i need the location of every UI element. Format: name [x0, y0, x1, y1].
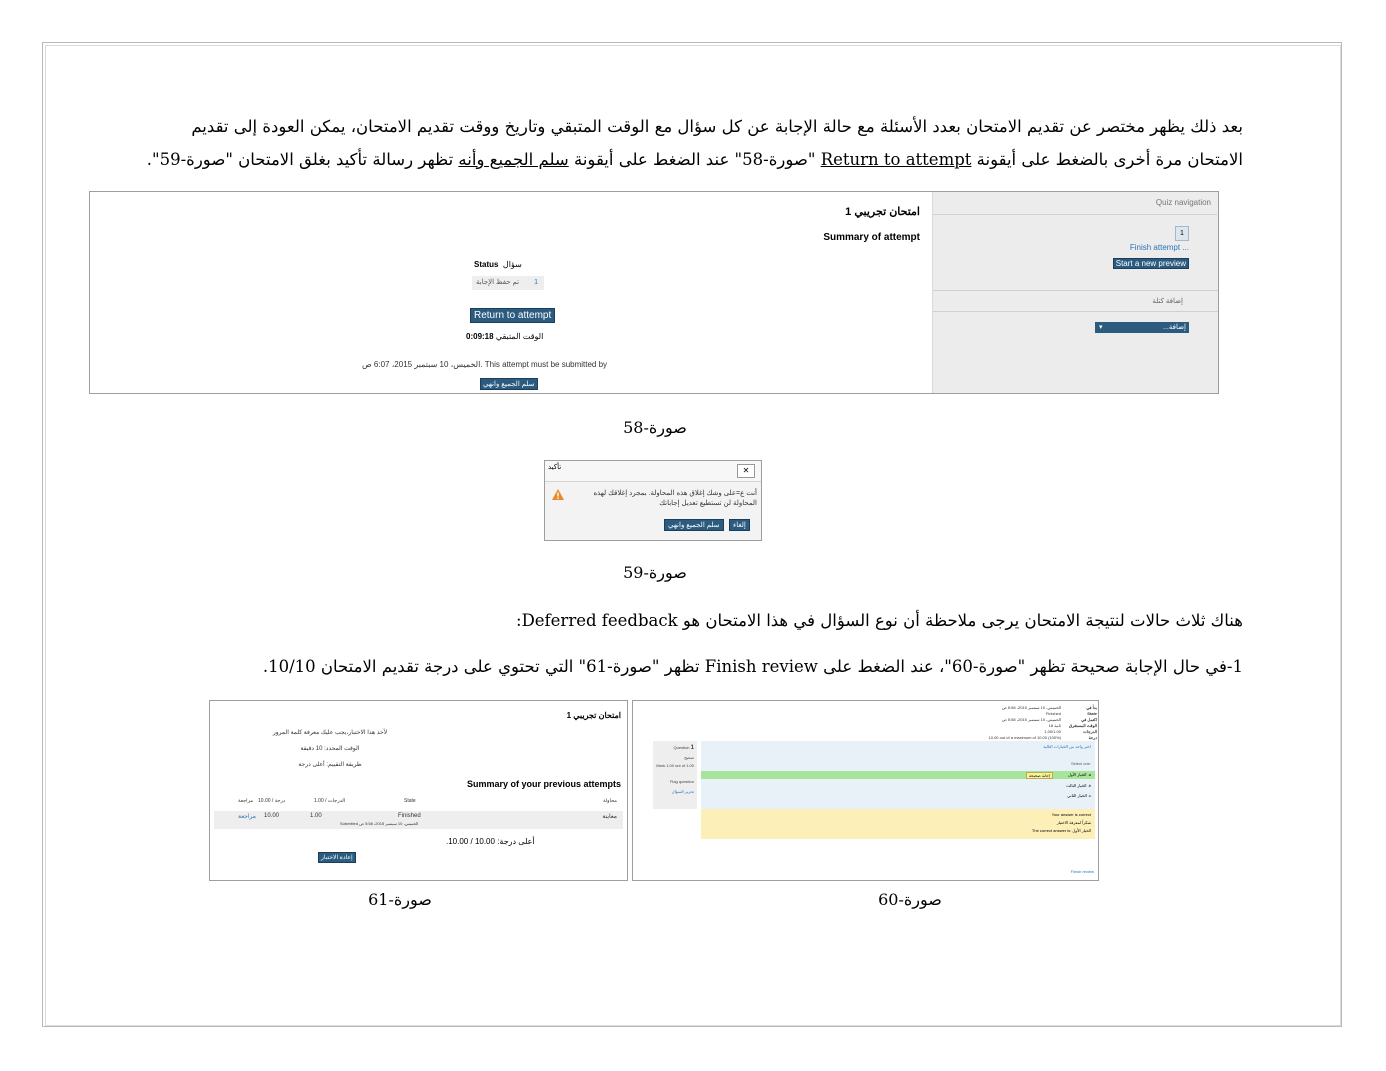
- reattempt-button[interactable]: إعادة الاختبار: [318, 852, 356, 863]
- time-left-value: 0:09:18: [466, 332, 494, 341]
- return-to-attempt-button[interactable]: Return to attempt: [470, 308, 555, 323]
- edit-question-link[interactable]: تحرير السؤال: [671, 789, 694, 794]
- col-review: مراجعة: [238, 798, 254, 804]
- cases-paragraph: هناك ثلاث حالات لنتيجة الامتحان يرجى ملاحظة أن نوع السؤال في هذا الامتحان هو Deferred feedback:: [516, 611, 1243, 630]
- question-word: Question: [673, 745, 690, 750]
- row-review-link[interactable]: مراجعة: [238, 814, 257, 820]
- row-status: تم حفظ الإجابة: [476, 279, 520, 286]
- add-block-select-value: إضافة...: [1163, 324, 1186, 331]
- row-submitted: Submitted الخميس، 10 سبتمبر 2015، 5:58 ص: [340, 821, 419, 826]
- correct-answer-tag: إجابة صحيحة: [1026, 772, 1053, 779]
- intro-line-1: بعد ذلك يظهر مختصر عن تقديم الامتحان بعدد الأسئلة مع حالة الإجابة عن كل سؤال مع الوقت المتبقي وتاريخ ووقت تقديم الامتحان، يمكن العودة إلى تقديم: [191, 117, 1243, 136]
- quiz-time-limit: الوقت المحدد: 10 دقيقة: [300, 746, 360, 752]
- question-nav-button[interactable]: 1: [1175, 226, 1189, 241]
- figure-61-caption: صورة-61: [368, 890, 432, 909]
- col-question: سؤال: [502, 260, 522, 269]
- review-summary-label: الوقت المستغرق: [1068, 723, 1097, 728]
- quiz-grading-method: طريقة التقييم: أعلى درجة: [298, 762, 362, 768]
- add-block-select[interactable]: [1095, 322, 1189, 333]
- flag-question[interactable]: Flag question: [669, 779, 694, 784]
- review-summary-value: 18 ثانية: [1048, 723, 1061, 728]
- submit-all-button[interactable]: سلم الجميع وانهي: [480, 378, 538, 390]
- row-state: Finished: [398, 813, 421, 819]
- dialog-cancel-button[interactable]: إلغاء: [729, 519, 750, 531]
- figure-59-caption: صورة-59: [623, 563, 687, 582]
- feedback-box: [701, 809, 1095, 839]
- row-marks: 1.00: [310, 813, 322, 819]
- intro-paragraph: [113, 110, 1243, 176]
- correct-answer-text: The correct answer is: الخيار الأول: [1031, 828, 1091, 833]
- add-block-title: إضافة كتلة: [933, 290, 1219, 312]
- review-summary-value: Finished: [1045, 711, 1061, 716]
- quiz-title: امتحان تجريبي 1: [566, 711, 621, 720]
- col-marks: الدرجات / 1.00: [314, 798, 346, 804]
- col-grade: درجة / 10.00: [258, 798, 286, 804]
- review-summary-table: [943, 705, 1097, 741]
- option-a-row: [701, 771, 1095, 779]
- return-to-attempt-ref: Return to attempt: [820, 150, 972, 169]
- warning-icon: [552, 489, 564, 500]
- figure-60-screenshot: [632, 700, 1099, 881]
- review-summary-label: درجة: [1088, 735, 1097, 740]
- attempt-summary-panel: [90, 192, 932, 394]
- figure-58-screenshot: [89, 191, 1219, 394]
- time-left: [466, 332, 543, 341]
- dialog-title: تأكيد: [548, 464, 562, 471]
- finish-attempt-link[interactable]: Finish attempt ...: [1129, 243, 1189, 252]
- option-a: a. الخيار الأول: [1067, 772, 1091, 777]
- deadline-date: الخميس، 10 سبتمبر 2015، 6:07 ص.: [362, 360, 483, 369]
- question-mark: Mark 1.00 out of 1.00: [656, 763, 694, 768]
- deadline-text: This attempt must be submitted by: [484, 360, 608, 369]
- row-number[interactable]: 1: [534, 279, 538, 286]
- attempts-table-row: [214, 811, 623, 829]
- question-info-panel: [653, 741, 697, 809]
- intro-line-2: [113, 143, 1243, 176]
- summary-table-header: [474, 260, 522, 269]
- review-summary-label: State: [1087, 711, 1097, 716]
- close-icon[interactable]: ✕: [737, 464, 755, 478]
- review-summary-value: 1.00/1.00: [1044, 729, 1061, 734]
- figure-60-caption: صورة-60: [878, 890, 942, 909]
- summary-table-row: [472, 276, 544, 290]
- quiz-sidebar: [932, 192, 1219, 394]
- quiz-navigation-title: Quiz navigation: [933, 192, 1217, 215]
- review-summary-value: الخميس، 10 سبتمبر 2015، 5:58 ص: [1001, 705, 1061, 710]
- start-new-preview-button[interactable]: Start a new preview: [1113, 258, 1189, 269]
- finish-review-link[interactable]: Finish review: [1070, 869, 1094, 874]
- review-summary-value: 10.00 out of a maximum of 10.00 (100%): [988, 735, 1061, 740]
- intro-text: تظهر رسالة تأكيد بغلق الامتحان "صورة-59".: [146, 150, 459, 169]
- review-summary-label: اكتمل في: [1081, 717, 1097, 722]
- intro-text: "صورة-58" عند الضغط على أيقونة: [568, 150, 821, 169]
- dialog-confirm-button[interactable]: سلم الجميع وانهي: [664, 519, 724, 531]
- dialog-header: [545, 461, 761, 482]
- time-left-label: الوقت المتبقي: [495, 332, 544, 341]
- row-grade: 10.00: [264, 813, 280, 819]
- summary-heading: Summary of attempt: [823, 232, 920, 243]
- quiz-title: امتحان تجريبي 1: [845, 206, 920, 218]
- previous-attempts-heading: Summary of your previous attempts: [466, 779, 621, 789]
- review-summary-label: الدرجات: [1083, 729, 1097, 734]
- review-summary-value: الخميس، 10 سبتمبر 2015، 5:58 ص: [1001, 717, 1061, 722]
- figure-61-screenshot: [209, 700, 628, 881]
- option-b: b. الخيار الثالث: [1066, 783, 1091, 788]
- select-one-label: Select one:: [1070, 761, 1091, 766]
- question-number: 1: [690, 745, 694, 751]
- submit-all-ref: سلم الجميع وأنه: [458, 150, 569, 169]
- col-attempt: محاولة: [602, 798, 617, 804]
- option-c: c. الخيار الثاني: [1067, 793, 1091, 798]
- highest-grade: أعلى درجة: 10.00 / 10.00.: [446, 837, 535, 846]
- feedback-correct: Your answer is correct: [1051, 812, 1091, 817]
- quiz-password-info: لأخذ هذا الاختبار،يجب عليك معرفة كلمة المرور: [272, 730, 388, 736]
- chevron-down-icon: ▾: [1099, 324, 1103, 331]
- question-text: اختر واحد من الخيارات التالية: [1043, 744, 1091, 749]
- row-attempt: معاينة: [602, 814, 617, 820]
- intro-text: الامتحان مرة أخرى بالضغط على أيقونة: [971, 150, 1243, 169]
- question-label: [674, 745, 694, 751]
- col-state: State: [404, 798, 416, 804]
- figure-58-caption: صورة-58: [623, 418, 687, 437]
- question-status: صحيح: [684, 755, 694, 760]
- col-status: Status: [474, 260, 499, 269]
- submission-deadline: [362, 360, 607, 369]
- case-one-paragraph: 1-في حال الإجابة صحيحة تظهر "صورة-60"، عند الضغط على Finish review تظهر "صورة-61" التي تحتوي على درجة تقديم الامتحان 10/10.: [262, 657, 1243, 676]
- attempts-table-header: [214, 798, 623, 808]
- feedback-general: شكراً لمعرفة الاختيار: [1056, 820, 1091, 825]
- review-summary-label: بدأ في: [1086, 705, 1097, 710]
- figure-59-screenshot: [544, 460, 762, 541]
- dialog-message: أنت ع=على وشك إغلاق هذه المحاولة. بمجرد إغلاقك لهذه المحاولة لن تستطيع تعديل إجاباتك: [593, 490, 757, 507]
